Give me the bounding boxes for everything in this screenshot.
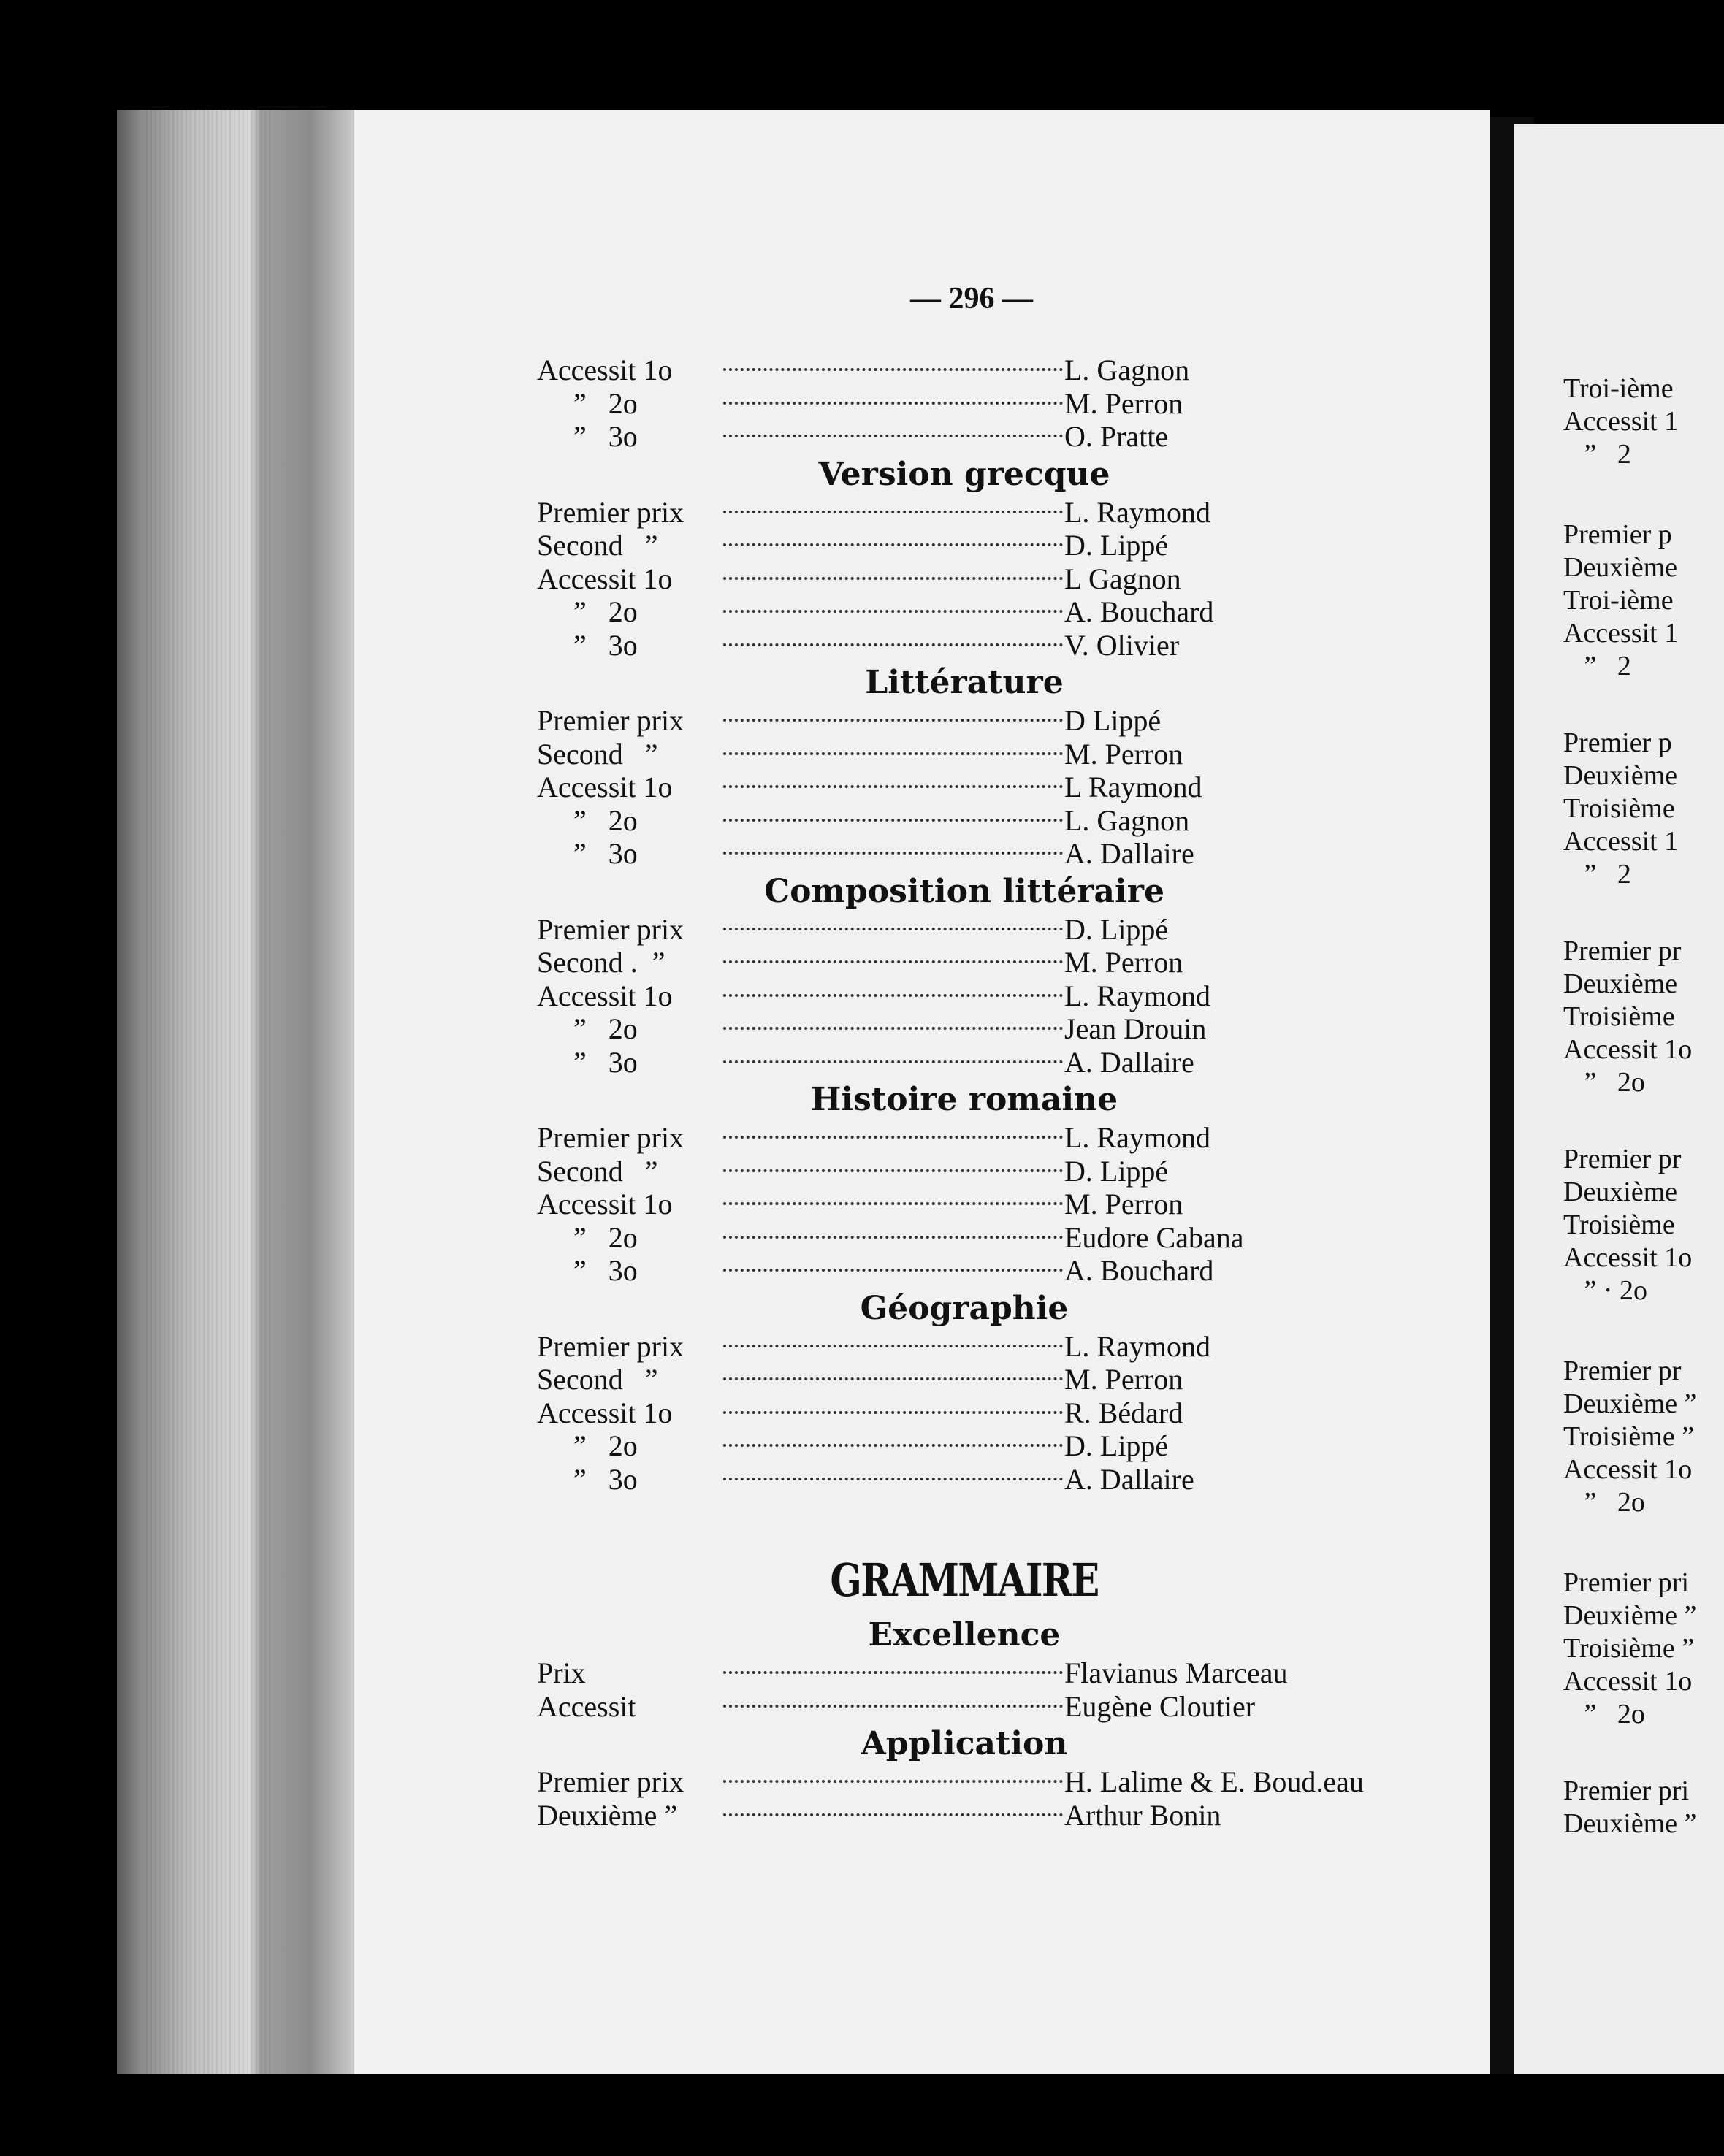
dot-leader bbox=[723, 543, 1063, 546]
right-page-fragment: Accessit 1 bbox=[1563, 618, 1679, 649]
prize-label: ” 2o bbox=[537, 595, 638, 628]
winner-name: L. Raymond bbox=[1064, 1121, 1210, 1154]
dot-leader bbox=[723, 435, 1063, 437]
prize-row bbox=[537, 1121, 1472, 1155]
prize-label: Second . ” bbox=[537, 946, 665, 979]
prize-label: Second ” bbox=[537, 737, 658, 771]
dot-leader bbox=[723, 577, 1063, 580]
section-title: Version grecque bbox=[818, 455, 1110, 493]
winner-name: O. Pratte bbox=[1064, 420, 1169, 453]
prize-label: Second ” bbox=[537, 529, 658, 562]
prize-row bbox=[537, 496, 1472, 530]
winner-name: L. Gagnon bbox=[1064, 353, 1190, 386]
section-title: Excellence bbox=[868, 1616, 1061, 1654]
winner-name: M. Perron bbox=[1064, 1188, 1183, 1220]
prize-label: Second ” bbox=[537, 1363, 658, 1396]
prize-row bbox=[537, 1429, 1472, 1463]
dot-leader bbox=[723, 1705, 1063, 1708]
right-page-fragment: Premier pri bbox=[1563, 1775, 1690, 1806]
right-page-fragment: Premier pr bbox=[1563, 1356, 1682, 1386]
prize-row bbox=[537, 1690, 1472, 1724]
dot-leader bbox=[723, 1444, 1063, 1447]
right-page-fragment: Troi-ième bbox=[1563, 373, 1674, 404]
right-page-fragment: Premier pr bbox=[1563, 1144, 1682, 1174]
prize-row bbox=[537, 979, 1472, 1013]
section-title: Littérature bbox=[865, 664, 1064, 701]
prize-row bbox=[537, 738, 1472, 771]
right-page-fragment: Premier p bbox=[1563, 727, 1672, 758]
winner-name: D. Lippé bbox=[1064, 912, 1169, 946]
dot-leader bbox=[723, 928, 1063, 930]
prize-row bbox=[537, 946, 1472, 979]
right-page-fragment: Troisième bbox=[1563, 1001, 1675, 1032]
prize-row bbox=[537, 1799, 1472, 1832]
prize-label: ” 2o bbox=[537, 386, 638, 420]
dot-leader bbox=[723, 610, 1063, 613]
winner-name: L. Gagnon bbox=[1064, 803, 1190, 837]
dot-leader bbox=[723, 1027, 1063, 1030]
page-number: — 296 — bbox=[910, 282, 1033, 316]
winner-name: A. Dallaire bbox=[1064, 1045, 1194, 1079]
right-page-fragment: Deuxième ” bbox=[1563, 1388, 1697, 1419]
prize-row bbox=[537, 1330, 1472, 1364]
dot-leader bbox=[723, 1169, 1063, 1172]
dot-leader bbox=[723, 719, 1063, 722]
prize-row bbox=[537, 1363, 1472, 1396]
prize-label: Premier prix bbox=[537, 912, 684, 946]
prize-row bbox=[537, 1012, 1472, 1046]
right-page-fragment: Deuxième bbox=[1563, 1177, 1678, 1207]
prize-row bbox=[537, 353, 1472, 387]
winner-name: M. Perron bbox=[1064, 946, 1183, 979]
dot-leader bbox=[723, 1377, 1063, 1380]
page-edge-texture bbox=[146, 110, 270, 2074]
prize-label: Premier prix bbox=[537, 1329, 684, 1363]
winner-name: A. Bouchard bbox=[1064, 595, 1214, 628]
prize-row bbox=[537, 1463, 1472, 1496]
prize-row bbox=[537, 1155, 1472, 1188]
winner-name: L. Raymond bbox=[1064, 495, 1210, 529]
section-spacer bbox=[537, 1496, 1472, 1547]
winner-name: D. Lippé bbox=[1064, 1154, 1169, 1188]
division-title: GRAMMAIRE bbox=[830, 1553, 1099, 1607]
prize-row bbox=[537, 1254, 1472, 1288]
dot-leader bbox=[723, 1478, 1063, 1480]
prize-label: Accessit 1o bbox=[537, 771, 673, 803]
dot-leader bbox=[723, 402, 1063, 405]
prize-list bbox=[537, 353, 1472, 1832]
prize-label: Accessit 1o bbox=[537, 1188, 673, 1220]
prize-label: ” 3o bbox=[537, 1254, 638, 1287]
prize-label: Accessit bbox=[537, 1689, 636, 1723]
prize-label: ” 3o bbox=[537, 420, 638, 453]
section-title: Composition littéraire bbox=[764, 872, 1164, 910]
winner-name: V. Olivier bbox=[1064, 628, 1180, 662]
prize-label: Accessit 1o bbox=[537, 562, 673, 595]
right-page-fragment: Deuxième ” bbox=[1563, 1808, 1697, 1839]
winner-name: R. Bédard bbox=[1064, 1396, 1183, 1429]
winner-name: Jean Drouin bbox=[1064, 1012, 1207, 1045]
dot-leader bbox=[723, 752, 1063, 755]
right-page-fragment: Accessit 1o bbox=[1563, 1666, 1693, 1697]
dot-leader bbox=[723, 852, 1063, 855]
prize-label: Accessit 1o bbox=[537, 1396, 673, 1429]
dot-leader bbox=[723, 511, 1063, 513]
dot-leader bbox=[723, 1411, 1063, 1414]
prize-row bbox=[537, 771, 1472, 804]
prize-label: Deuxième ” bbox=[537, 1798, 678, 1832]
winner-name: D. Lippé bbox=[1064, 529, 1169, 562]
prize-row bbox=[537, 804, 1472, 838]
prize-label: Second ” bbox=[537, 1154, 658, 1188]
right-page-fragment: ” 2 bbox=[1563, 439, 1631, 470]
right-page-fragment: Accessit 1 bbox=[1563, 826, 1679, 857]
prize-label: Premier prix bbox=[537, 495, 684, 529]
right-page-fragment: Deuxième bbox=[1563, 968, 1678, 999]
dot-leader bbox=[723, 1269, 1063, 1272]
winner-name: L. Raymond bbox=[1064, 1329, 1210, 1363]
prize-row bbox=[537, 1765, 1472, 1799]
prize-row bbox=[537, 529, 1472, 562]
right-page-fragment: Troisième ” bbox=[1563, 1633, 1695, 1664]
section-title: Histoire romaine bbox=[810, 1081, 1118, 1118]
right-page-fragment: ” 2o bbox=[1563, 1699, 1645, 1729]
right-page-fragment: ” · 2o bbox=[1563, 1275, 1648, 1306]
section-title: Géographie bbox=[860, 1289, 1069, 1327]
right-page-fragment: Troi-ième bbox=[1563, 585, 1674, 616]
prize-label: ” 3o bbox=[537, 628, 638, 662]
winner-name: D Lippé bbox=[1064, 704, 1162, 737]
right-page-fragment: ” 2 bbox=[1563, 651, 1631, 681]
dot-leader bbox=[723, 960, 1063, 963]
prize-row bbox=[537, 1188, 1472, 1221]
prize-label: Prix bbox=[537, 1656, 586, 1689]
winner-name: A. Bouchard bbox=[1064, 1254, 1214, 1287]
dot-leader bbox=[723, 1813, 1063, 1816]
right-page-fragment: Troisième ” bbox=[1563, 1421, 1695, 1452]
dot-leader bbox=[723, 1236, 1063, 1239]
right-page-fragment: Accessit 1o bbox=[1563, 1454, 1693, 1485]
prize-label: Premier prix bbox=[537, 1121, 684, 1154]
right-page-fragment: Troisième bbox=[1563, 1209, 1675, 1240]
winner-name: Eudore Cabana bbox=[1064, 1220, 1244, 1254]
prize-label: Accessit 1o bbox=[537, 979, 673, 1012]
winner-name: M. Perron bbox=[1064, 386, 1183, 420]
prize-row bbox=[537, 629, 1472, 662]
dot-leader bbox=[723, 1136, 1063, 1139]
winner-name: L Raymond bbox=[1064, 771, 1202, 803]
prize-row bbox=[537, 1221, 1472, 1255]
dot-leader bbox=[723, 1060, 1063, 1063]
winner-name: D. Lippé bbox=[1064, 1429, 1169, 1462]
prize-row bbox=[537, 837, 1472, 871]
prize-row bbox=[537, 1046, 1472, 1079]
winner-name: M. Perron bbox=[1064, 737, 1183, 771]
prize-label: Accessit 1o bbox=[537, 353, 673, 386]
dot-leader bbox=[723, 368, 1063, 371]
dot-leader bbox=[723, 1345, 1063, 1348]
right-page-fragment: Deuxième bbox=[1563, 552, 1678, 583]
right-page-fragment: Premier p bbox=[1563, 519, 1672, 550]
prize-label: ” 3o bbox=[537, 1045, 638, 1079]
right-page-fragment: ” 2 bbox=[1563, 859, 1631, 890]
dot-leader bbox=[723, 1780, 1063, 1783]
prize-label: ” 2o bbox=[537, 1012, 638, 1045]
winner-name: Flavianus Marceau bbox=[1064, 1656, 1288, 1689]
winner-name: L Gagnon bbox=[1064, 562, 1181, 595]
prize-row bbox=[537, 420, 1472, 454]
winner-name: M. Perron bbox=[1064, 1363, 1183, 1396]
prize-label: ” 3o bbox=[537, 1462, 638, 1496]
dot-leader bbox=[723, 785, 1063, 788]
prize-row bbox=[537, 387, 1472, 421]
dot-leader bbox=[723, 643, 1063, 646]
dot-leader bbox=[723, 1671, 1063, 1674]
prize-row bbox=[537, 704, 1472, 738]
prize-row bbox=[537, 562, 1472, 596]
dot-leader bbox=[723, 819, 1063, 822]
prize-label: Premier prix bbox=[537, 704, 684, 737]
prize-label: Premier prix bbox=[537, 1765, 684, 1798]
prize-row bbox=[537, 595, 1472, 629]
right-page-fragment: Deuxième ” bbox=[1563, 1600, 1697, 1631]
right-page-fragment: Accessit 1o bbox=[1563, 1034, 1693, 1065]
right-page-fragment: Accessit 1 bbox=[1563, 406, 1679, 437]
right-page-fragment: Troisième bbox=[1563, 793, 1675, 824]
prize-label: ” 3o bbox=[537, 837, 638, 870]
section-title: Application bbox=[861, 1725, 1068, 1762]
dot-leader bbox=[723, 1202, 1063, 1205]
prize-label: ” 2o bbox=[537, 803, 638, 837]
winner-name: A. Dallaire bbox=[1064, 1462, 1194, 1496]
right-page-fragment: ” 2o bbox=[1563, 1067, 1645, 1098]
right-page-fragment: Deuxième bbox=[1563, 760, 1678, 791]
dot-leader bbox=[723, 994, 1063, 997]
prize-row bbox=[537, 1656, 1472, 1690]
prize-label: ” 2o bbox=[537, 1429, 638, 1462]
prize-label: ” 2o bbox=[537, 1220, 638, 1254]
prize-row bbox=[537, 913, 1472, 947]
winner-name: Arthur Bonin bbox=[1064, 1798, 1221, 1832]
winner-name: Eugène Cloutier bbox=[1064, 1689, 1256, 1723]
winner-name: L. Raymond bbox=[1064, 979, 1210, 1012]
winner-name: H. Lalime & E. Boud.eau bbox=[1064, 1765, 1364, 1798]
prize-row bbox=[537, 1396, 1472, 1430]
winner-name: A. Dallaire bbox=[1064, 837, 1194, 870]
right-page-fragment: Premier pri bbox=[1563, 1567, 1690, 1598]
right-page-fragment: Accessit 1o bbox=[1563, 1242, 1693, 1273]
right-page-fragment: ” 2o bbox=[1563, 1487, 1645, 1518]
right-page-fragment: Premier pr bbox=[1563, 936, 1682, 966]
